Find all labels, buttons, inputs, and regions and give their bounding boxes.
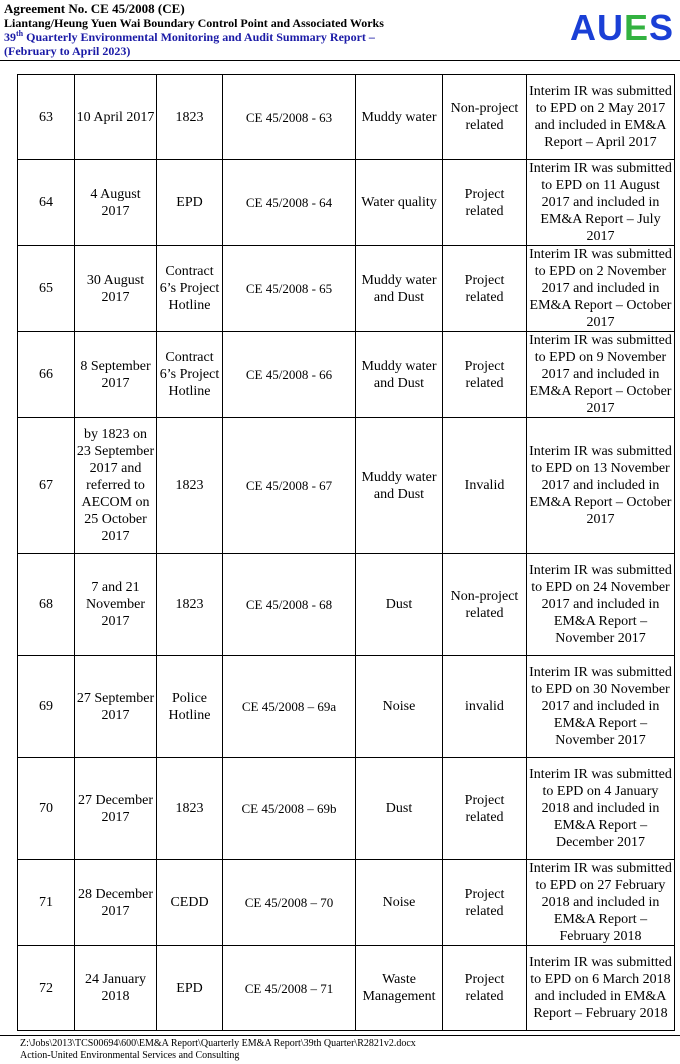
complaint-number: 69 bbox=[18, 656, 75, 758]
complaint-source: EPD bbox=[157, 946, 223, 1031]
complaint-date: by 1823 on 23 September 2017 and referred to AECOM on 25 October 2017 bbox=[75, 418, 157, 554]
agreement-number: Agreement No. CE 45/2008 (CE) bbox=[4, 1, 185, 16]
follow-up-action: Interim IR was submitted to EPD on 2 May 2017 and included in EM&A Report – April 2017 bbox=[527, 75, 675, 160]
follow-up-action: Interim IR was submitted to EPD on 6 March 2018 and included in EM&A Report – February 2018 bbox=[527, 946, 675, 1031]
footer-divider bbox=[0, 1035, 680, 1036]
follow-up-action: Interim IR was submitted to EPD on 24 November 2017 and included in EM&A Report – November 2017 bbox=[527, 554, 675, 656]
complaint-reference: CE 45/2008 - 63 bbox=[223, 75, 356, 160]
complaint-number: 67 bbox=[18, 418, 75, 554]
header-divider bbox=[0, 60, 680, 61]
complaint-reference: CE 45/2008 – 71 bbox=[223, 946, 356, 1031]
complaint-status: Non-project related bbox=[443, 75, 527, 160]
complaint-number: 63 bbox=[18, 75, 75, 160]
table-row bbox=[18, 656, 675, 758]
complaint-source: 1823 bbox=[157, 758, 223, 860]
follow-up-action: Interim IR was submitted to EPD on 11 August 2017 and included in EM&A Report – July 2017 bbox=[527, 160, 675, 246]
complaint-status: Project related bbox=[443, 758, 527, 860]
complaint-reference: CE 45/2008 - 65 bbox=[223, 246, 356, 332]
complaint-date: 27 December 2017 bbox=[75, 758, 157, 860]
complaint-status: Project related bbox=[443, 332, 527, 418]
table-row bbox=[18, 758, 675, 860]
complaint-status: Project related bbox=[443, 946, 527, 1031]
complaint-nature: Muddy water and Dust bbox=[356, 332, 443, 418]
complaint-nature: Muddy water and Dust bbox=[356, 418, 443, 554]
complaint-date: 4 August 2017 bbox=[75, 160, 157, 246]
table-row bbox=[18, 332, 675, 418]
table-row bbox=[18, 860, 675, 946]
complaint-nature: Muddy water and Dust bbox=[356, 246, 443, 332]
complaint-source: 1823 bbox=[157, 554, 223, 656]
complaint-nature: Muddy water bbox=[356, 75, 443, 160]
complaint-reference: CE 45/2008 - 66 bbox=[223, 332, 356, 418]
complaint-number: 68 bbox=[18, 554, 75, 656]
report-title-text: Quarterly Environmental Monitoring and Audit Summary Report – bbox=[23, 30, 375, 44]
follow-up-action: Interim IR was submitted to EPD on 9 November 2017 and included in EM&A Report – October 2017 bbox=[527, 332, 675, 418]
complaint-status: Non-project related bbox=[443, 554, 527, 656]
table-row bbox=[18, 554, 675, 656]
report-period: (February to April 2023) bbox=[4, 44, 131, 58]
follow-up-action: Interim IR was submitted to EPD on 4 January 2018 and included in EM&A Report – December 2017 bbox=[527, 758, 675, 860]
table-row bbox=[18, 418, 675, 554]
complaint-reference: CE 45/2008 – 69b bbox=[223, 758, 356, 860]
company-name: Action-United Environmental Services and Consulting bbox=[20, 1050, 240, 1061]
follow-up-action: Interim IR was submitted to EPD on 13 November 2017 and included in EM&A Report – October 2017 bbox=[527, 418, 675, 554]
complaint-date: 10 April 2017 bbox=[75, 75, 157, 160]
complaint-source: 1823 bbox=[157, 75, 223, 160]
complaint-nature: Waste Management bbox=[356, 946, 443, 1031]
complaint-date: 7 and 21 November 2017 bbox=[75, 554, 157, 656]
complaint-status: Invalid bbox=[443, 418, 527, 554]
complaint-number: 72 bbox=[18, 946, 75, 1031]
complaint-nature: Dust bbox=[356, 758, 443, 860]
file-path: Z:\Jobs\2013\TCS00694\600\EM&A Report\Quarterly EM&A Report\39th Quarter\R2821v2.docx bbox=[20, 1038, 416, 1049]
complaint-status: Project related bbox=[443, 860, 527, 946]
aues-logo: AUES bbox=[569, 7, 674, 48]
complaint-nature: Dust bbox=[356, 554, 443, 656]
complaint-source: 1823 bbox=[157, 418, 223, 554]
table-row bbox=[18, 946, 675, 1031]
complaint-status: Project related bbox=[443, 246, 527, 332]
complaint-number: 70 bbox=[18, 758, 75, 860]
complaint-nature: Noise bbox=[356, 860, 443, 946]
document-footer bbox=[20, 1038, 416, 1062]
complaint-date: 24 January 2018 bbox=[75, 946, 157, 1031]
complaint-source: EPD bbox=[157, 160, 223, 246]
complaint-reference: CE 45/2008 – 70 bbox=[223, 860, 356, 946]
complaint-number: 64 bbox=[18, 160, 75, 246]
follow-up-action: Interim IR was submitted to EPD on 30 November 2017 and included in EM&A Report – November 2017 bbox=[527, 656, 675, 758]
complaint-number: 66 bbox=[18, 332, 75, 418]
complaint-date: 28 December 2017 bbox=[75, 860, 157, 946]
complaint-source: Contract 6’s Project Hotline bbox=[157, 332, 223, 418]
project-title: Liantang/Heung Yuen Wai Boundary Control Point and Associated Works bbox=[4, 16, 384, 30]
complaint-source: CEDD bbox=[157, 860, 223, 946]
table-row bbox=[18, 75, 675, 160]
complaint-status: Project related bbox=[443, 160, 527, 246]
complaint-reference: CE 45/2008 – 69a bbox=[223, 656, 356, 758]
table-row bbox=[18, 246, 675, 332]
complaint-nature: Noise bbox=[356, 656, 443, 758]
complaint-nature: Water quality bbox=[356, 160, 443, 246]
complaint-source: Police Hotline bbox=[157, 656, 223, 758]
complaint-reference: CE 45/2008 - 68 bbox=[223, 554, 356, 656]
complaint-source: Contract 6’s Project Hotline bbox=[157, 246, 223, 332]
follow-up-action: Interim IR was submitted to EPD on 2 November 2017 and included in EM&A Report – October 2017 bbox=[527, 246, 675, 332]
report-quarter-number: 39 bbox=[4, 30, 16, 44]
document-header bbox=[4, 2, 676, 60]
follow-up-action: Interim IR was submitted to EPD on 27 February 2018 and included in EM&A Report – February 2018 bbox=[527, 860, 675, 946]
complaint-number: 71 bbox=[18, 860, 75, 946]
complaint-reference: CE 45/2008 - 67 bbox=[223, 418, 356, 554]
report-quarter-suffix: th bbox=[16, 29, 24, 38]
complaint-date: 8 September 2017 bbox=[75, 332, 157, 418]
complaint-number: 65 bbox=[18, 246, 75, 332]
complaint-reference: CE 45/2008 - 64 bbox=[223, 160, 356, 246]
complaint-log-table bbox=[17, 74, 675, 1031]
complaint-date: 30 August 2017 bbox=[75, 246, 157, 332]
complaint-date: 27 September 2017 bbox=[75, 656, 157, 758]
table-row bbox=[18, 160, 675, 246]
complaint-status: invalid bbox=[443, 656, 527, 758]
